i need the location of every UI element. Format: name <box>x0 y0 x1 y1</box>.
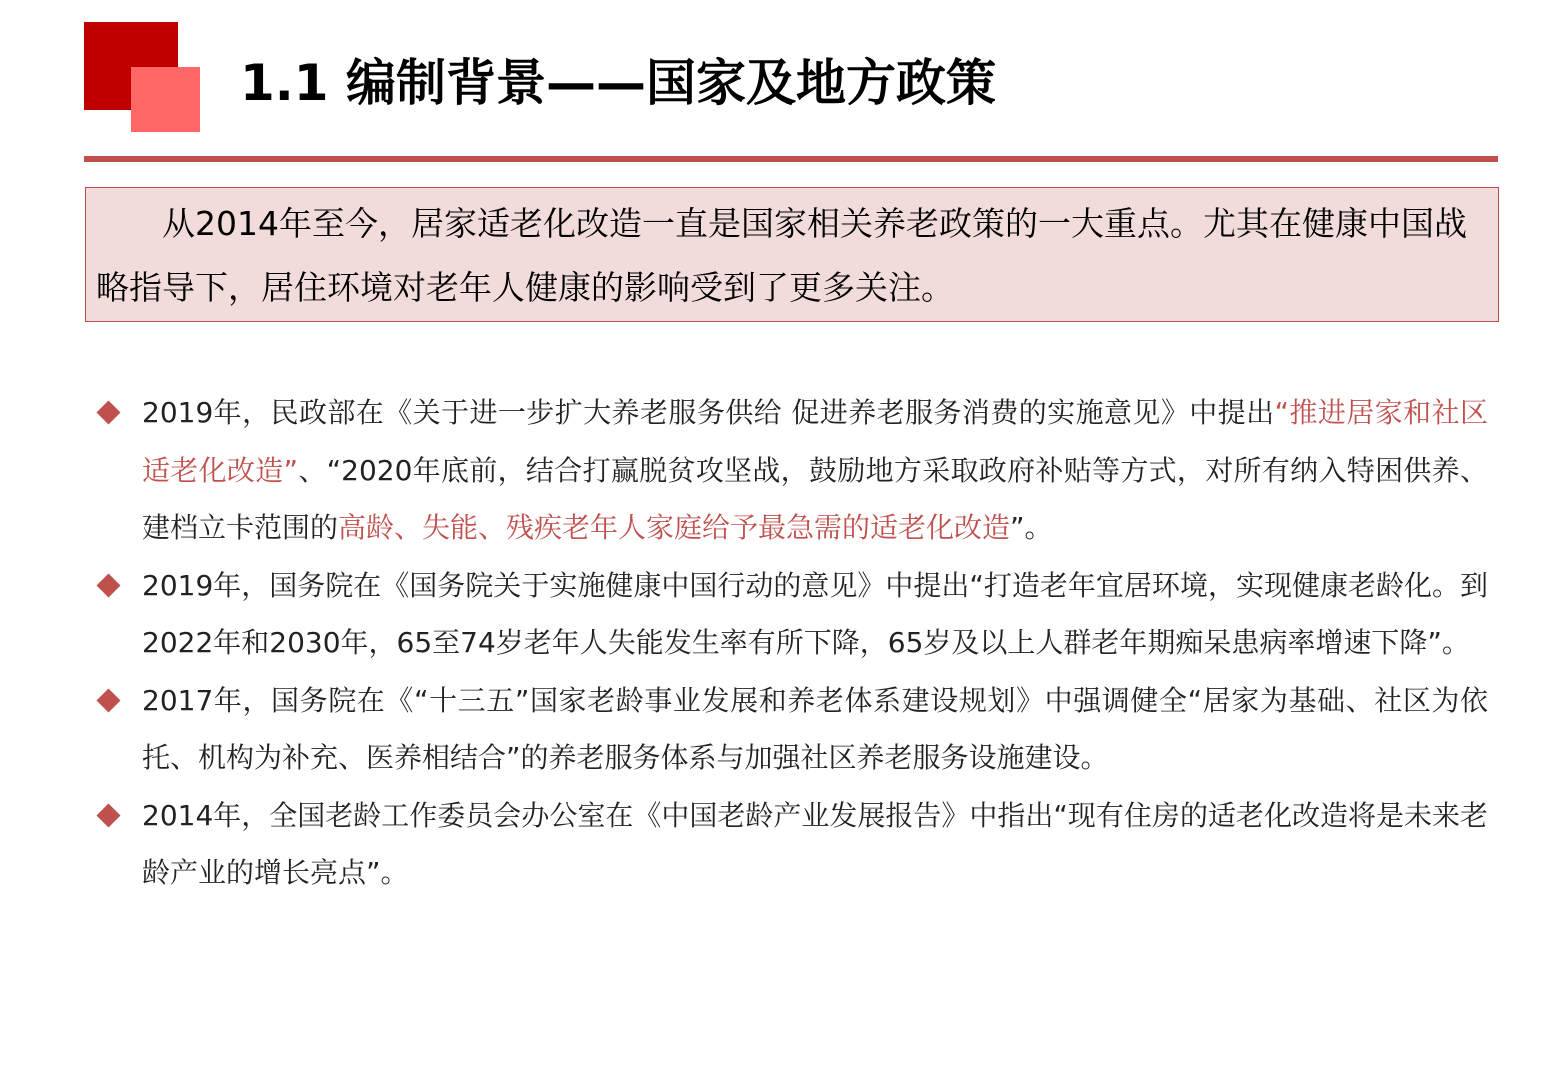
diamond-bullet-icon <box>96 688 120 712</box>
policy-item-2019-mca <box>96 384 1488 557</box>
bullet-text: 2019年，民政部在《关于进一步扩大养老服务供给 促进养老服务消费的实施意见》中提出 <box>142 396 1275 429</box>
diamond-bullet-icon <box>96 803 120 827</box>
policy-item-2019-state-council <box>96 557 1488 672</box>
bullet-text: 2014年，全国老龄工作委员会办公室在《中国老龄产业发展报告》中指出“现有住房的适老化改造将是未来老龄产业的增长亮点”。 <box>142 798 1488 889</box>
summary-text: 从2014年至今，居家适老化改造一直是国家相关养老政策的一大重点。尤其在健康中国战略指导下，居住环境对老年人健康的影响受到了更多关注。 <box>96 204 1467 307</box>
bullet-text: ”。 <box>1010 511 1053 544</box>
policy-item-2017-state-council <box>96 672 1488 787</box>
bullet-text: 2019年，国务院在《国务院关于实施健康中国行动的意见》中提出“打造老年宜居环境，实现健康老龄化。到2022年和2030年，65至74岁老年人失能发生率有所下降，65岁及以上人群老年期痴呆患病率增速下降”。 <box>142 568 1488 659</box>
decorative-square-light <box>131 67 200 132</box>
title-divider <box>84 156 1498 162</box>
summary-callout <box>85 187 1499 322</box>
highlighted-text: 高龄、失能、残疾老年人家庭给予最急需的适老化改造 <box>338 511 1011 544</box>
highlighted-text: “推进居家和社区适老化改造” <box>142 396 1488 487</box>
bullet-text: 、“2020年底前，结合打赢脱贫攻坚战，鼓励地方采取政府补贴等方式，对所有纳入特困供养、建档立卡范围的 <box>142 453 1488 544</box>
diamond-bullet-icon <box>96 573 120 597</box>
page-title: 1.1 编制背景——国家及地方政策 <box>240 54 996 112</box>
policy-bullet-list <box>96 384 1488 902</box>
policy-item-2014-aging-committee <box>96 787 1488 902</box>
diamond-bullet-icon <box>96 400 120 424</box>
bullet-text: 2017年，国务院在《“十三五”国家老龄事业发展和养老体系建设规划》中强调健全“居家为基础、社区为依托、机构为补充、医养相结合”的养老服务体系与加强社区养老服务设施建设。 <box>142 683 1488 774</box>
